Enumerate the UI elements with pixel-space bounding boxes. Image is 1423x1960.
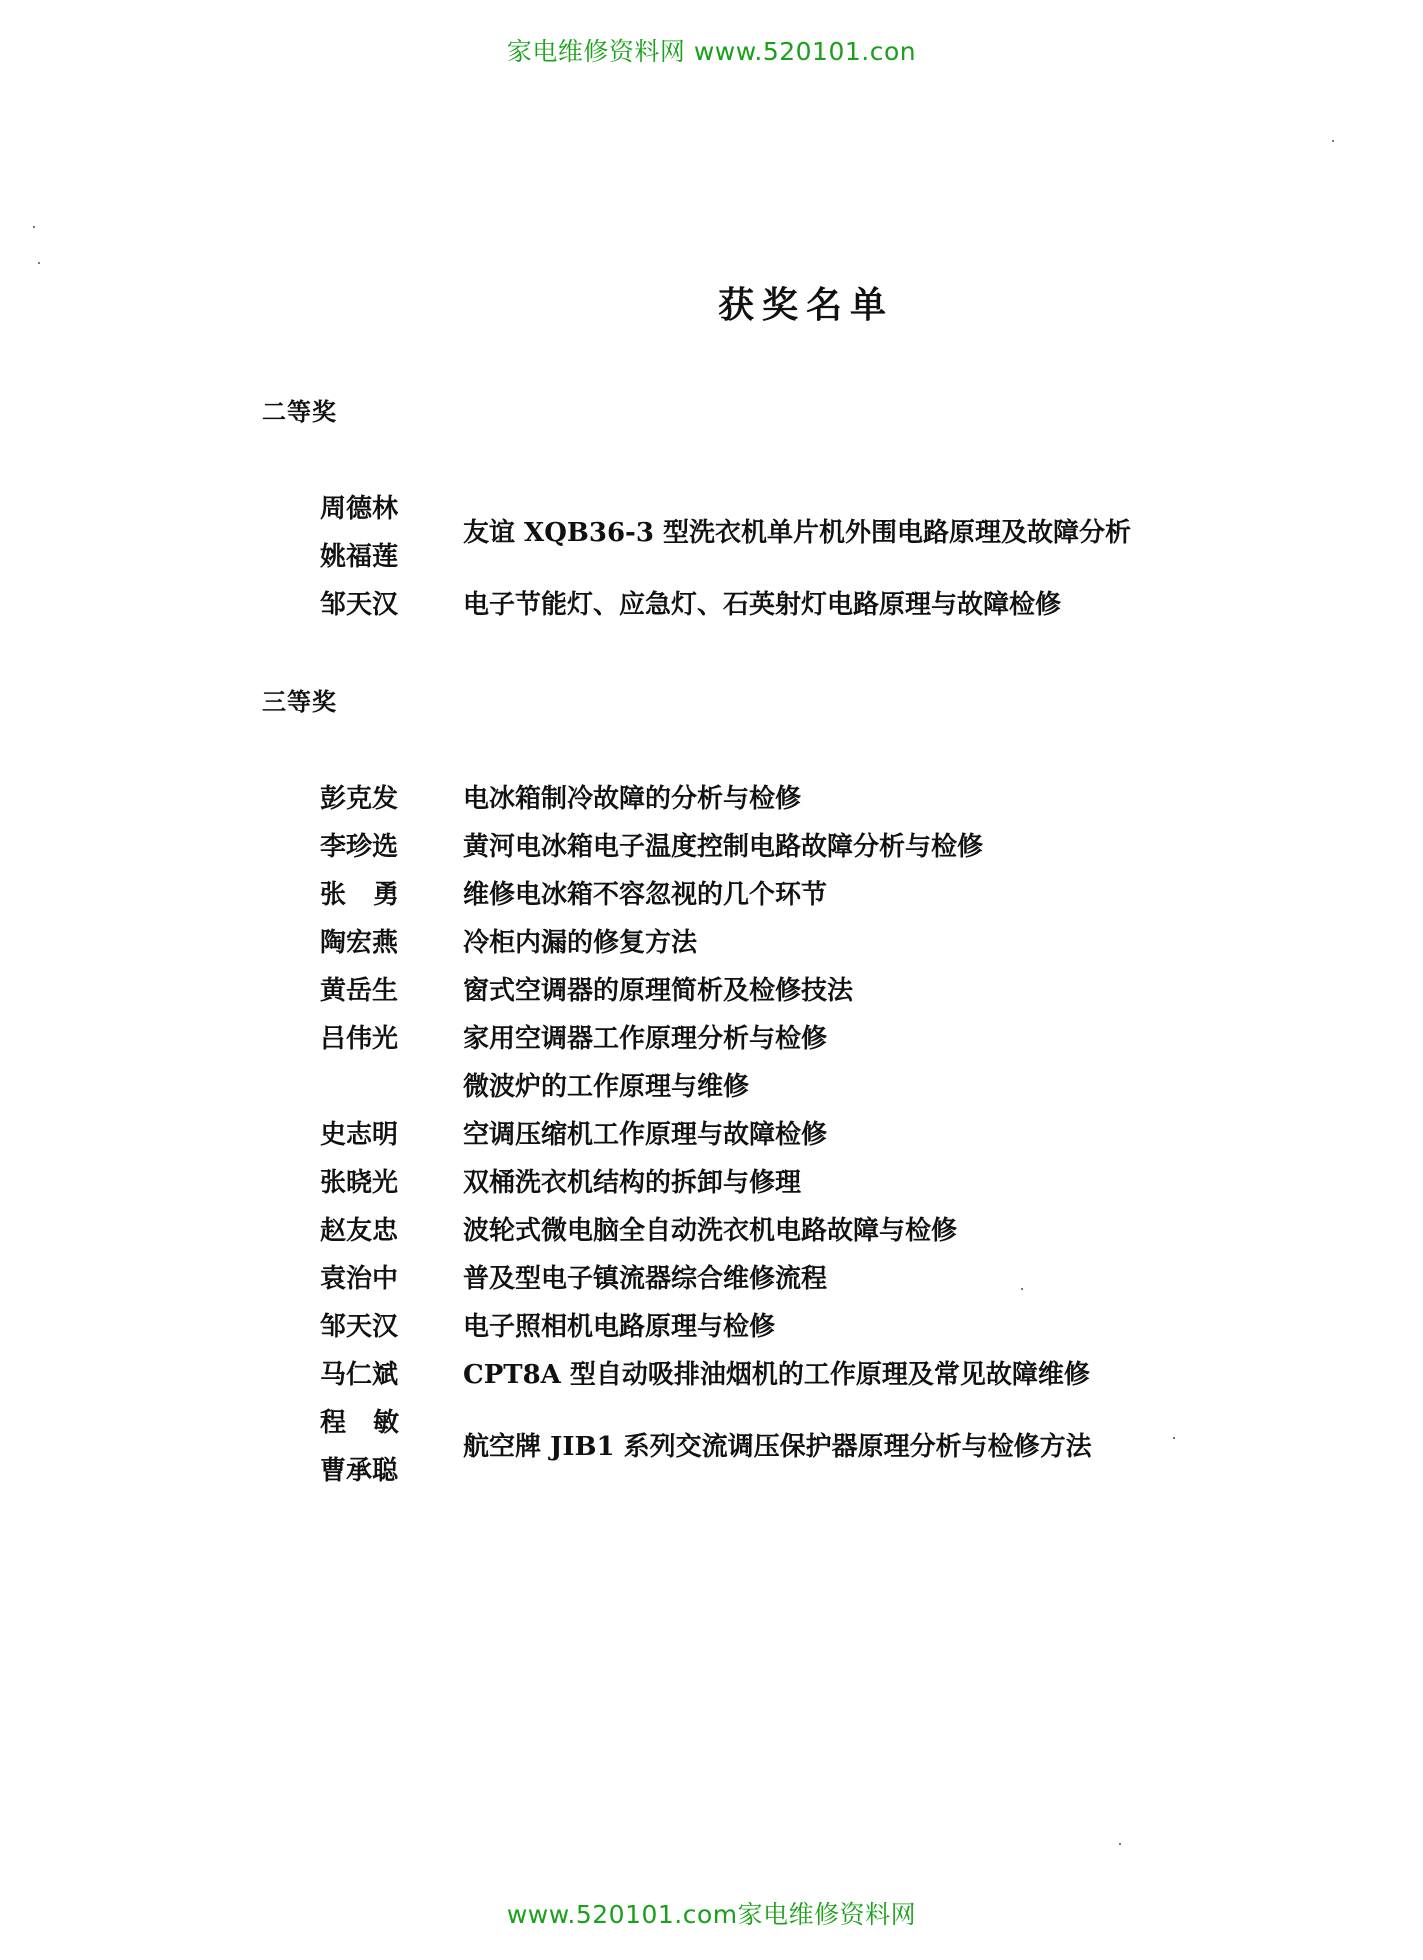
- watermark-top: 家电维修资料网 www.520101.con: [506, 37, 917, 66]
- winner-name: 周德林: [320, 494, 399, 524]
- work-title: 电冰箱制冷故障的分析与检修: [463, 784, 802, 814]
- scan-speck: [1021, 1288, 1023, 1290]
- winner-name: 史志明: [320, 1120, 399, 1150]
- list-item: [0, 1018, 1423, 1058]
- winner-name: 姚福莲: [320, 542, 399, 572]
- winner-name: 张勇: [320, 880, 427, 910]
- list-item: [0, 1114, 1423, 1154]
- winner-name: 邹天汉: [320, 590, 399, 620]
- winner-name: 黄岳生: [320, 976, 399, 1006]
- work-title: 家用空调器工作原理分析与检修: [463, 1024, 828, 1054]
- list-item: [0, 1258, 1423, 1298]
- work-title: 电子照相机电路原理与检修: [463, 1312, 776, 1342]
- winner-name: 曹承聪: [320, 1456, 399, 1486]
- list-item: [0, 1354, 1423, 1394]
- scan-speck: [38, 262, 40, 264]
- list-item: [0, 1402, 1423, 1486]
- winner-name: 彭克发: [320, 784, 399, 814]
- list-item: [0, 778, 1423, 818]
- work-title: 黄河电冰箱电子温度控制电路故障分析与检修: [463, 832, 984, 862]
- list-item: [0, 874, 1423, 914]
- scan-speck: [1119, 1843, 1121, 1845]
- work-title: 空调压缩机工作原理与故障检修: [463, 1120, 828, 1150]
- list-item: [0, 1306, 1423, 1346]
- winner-name: 袁治中: [320, 1264, 399, 1294]
- work-title: 维修电冰箱不容忽视的几个环节: [463, 880, 828, 910]
- work-title: 冷柜内漏的修复方法: [463, 928, 698, 958]
- winner-name: 程敏: [320, 1408, 427, 1438]
- winner-name: 邹天汉: [320, 1312, 399, 1342]
- page-title: 获奖名单: [718, 285, 895, 326]
- work-title: 友谊 XQB36-3 型洗衣机单片机外围电路原理及故障分析: [463, 518, 1131, 548]
- work-title: 航空牌 JIB1 系列交流调压保护器原理分析与检修方法: [463, 1432, 1092, 1462]
- winner-name: 赵友忠: [320, 1216, 399, 1246]
- winner-name: 马仁斌: [320, 1360, 399, 1390]
- work-title: CPT8A 型自动吸排油烟机的工作原理及常见故障维修: [463, 1360, 1090, 1390]
- scan-speck: [1173, 1437, 1175, 1439]
- winner-name: 李珍选: [320, 832, 399, 862]
- list-item: [0, 826, 1423, 866]
- list-item: [0, 1210, 1423, 1250]
- work-title: 电子节能灯、应急灯、石英射灯电路原理与故障检修: [463, 590, 1062, 620]
- list-item: [0, 1066, 1423, 1106]
- list-item: [0, 922, 1423, 962]
- list-item: [0, 488, 1423, 572]
- third-prize-heading: 三等奖: [262, 688, 337, 716]
- work-title: 双桶洗衣机结构的拆卸与修理: [463, 1168, 802, 1198]
- scan-speck: [1332, 140, 1334, 142]
- work-title: 普及型电子镇流器综合维修流程: [463, 1264, 828, 1294]
- scan-speck: [33, 226, 35, 228]
- work-title: 波轮式微电脑全自动洗衣机电路故障与检修: [463, 1216, 958, 1246]
- list-item: [0, 1162, 1423, 1202]
- second-prize-heading: 二等奖: [262, 398, 337, 426]
- winner-name: 张晓光: [320, 1168, 399, 1198]
- watermark-bottom: www.520101.com家电维修资料网: [506, 1900, 917, 1929]
- list-item: [0, 584, 1423, 624]
- work-title: 窗式空调器的原理简析及检修技法: [463, 976, 854, 1006]
- winner-name: 吕伟光: [320, 1024, 399, 1054]
- list-item: [0, 970, 1423, 1010]
- work-title: 微波炉的工作原理与维修: [463, 1072, 750, 1102]
- winner-name: 陶宏燕: [320, 928, 399, 958]
